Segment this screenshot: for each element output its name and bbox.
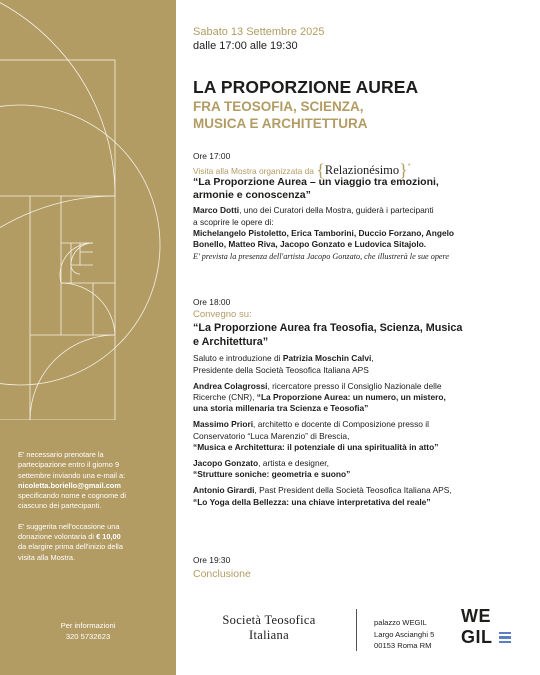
visit-guide: Marco Dotti, uno dei Curatori della Mostra, guiderà i partecipanti a scoprire le opere di: bbox=[193, 205, 434, 227]
logo-asterisk: * bbox=[407, 163, 411, 171]
donation-paragraph: E' suggerita nell'occasione una donazione volontaria di € 10,00 da elargire prima dell'inizio della visita alla Mostra. bbox=[18, 521, 123, 562]
booking-paragraph: E' necessario prenotare la partecipazione entro il giorno 9 settembre inviando una e-mail a: nicoletta.boriello@gmail.com specificando nome e cognome di ciascuno dei partecipanti. bbox=[18, 450, 127, 511]
wegil-bars-icon bbox=[499, 632, 511, 645]
conclusion-time: Ore 19:30 bbox=[193, 555, 231, 565]
speaker-girardi: Antonio Girardi, Past President della Società Teosofica Italiana APS, “Lo Yoga della Bellezza: una chiave interpretativa del reale” bbox=[193, 485, 452, 507]
booking-info bbox=[18, 450, 166, 573]
section-conference bbox=[193, 297, 515, 508]
conclusion-label: Conclusione bbox=[193, 568, 251, 581]
golden-spiral-graphic bbox=[0, 0, 176, 420]
speaker-priori: Massimo Priori, architetto e docente di Composizione presso il Conservatorio “Luca Marenzio” di Brescia, “Musica e Architettura: il potenziale di una spiritualità in atto” bbox=[193, 419, 439, 452]
societa-teosofica-logo: Società Teosofica Italiana bbox=[222, 613, 316, 642]
info-label: Per informazioni bbox=[60, 621, 116, 630]
relazionesimo-logo: Relazionésimo bbox=[324, 163, 400, 178]
visit-line: Visita alla Mostra organizzata da {Relazionésimo}* bbox=[193, 160, 411, 181]
left-panel bbox=[0, 0, 176, 675]
artists-list: Michelangelo Pistoletto, Erica Tamborini, Duccio Forzano, Angelo Bonello, Matteo Riva, Jacopo Gonzato e Ludovica Sitajolo. bbox=[193, 227, 455, 250]
visit-time: Ore 17:00 bbox=[193, 151, 231, 161]
visit-quote: “La Proporzione Aurea – un viaggio tra emozioni, armonie e conoscenza” bbox=[193, 176, 439, 201]
donation-amount: € 10,00 bbox=[96, 532, 121, 542]
logo-brace-left: { bbox=[316, 160, 325, 181]
speaker-colagrossi: Andrea Colagrossi, ricercatore presso il Consiglio Nazionale delle Ricerche (CNR), “La Proporzione Aurea: un numero, un mistero, una storia millenaria tra Scienza e Teosofia” bbox=[193, 380, 446, 414]
info-phone[interactable]: 320 5732623 bbox=[65, 632, 111, 641]
wegil-logo: WE GIL bbox=[461, 606, 517, 652]
venue-address: palazzo WEGIL Largo Ascianghi 5 00153 Roma RM bbox=[374, 618, 435, 650]
conference-label: Convegno su: bbox=[193, 309, 252, 321]
artist-note: E' prevista la presenza dell'artista Jacopo Gonzato, che illustrerà le sue opere bbox=[193, 252, 450, 262]
booking-email-link[interactable]: nicoletta.boriello@gmail.com bbox=[18, 480, 121, 490]
page-title: LA PROPORZIONE AUREA bbox=[193, 77, 419, 97]
event-date: Sabato 13 Settembre 2025 bbox=[193, 26, 325, 38]
speaker-gonzato: Jacopo Gonzato, artista e designer, “Strutture soniche: geometria e suono” bbox=[193, 458, 351, 480]
section-conclusion bbox=[193, 555, 515, 580]
logo-brace-right: } bbox=[399, 160, 408, 181]
footer-divider bbox=[356, 609, 357, 651]
section-visit bbox=[193, 151, 515, 262]
page-subtitle: FRA TEOSOFIA, SCIENZA, MUSICA E ARCHITETTURA bbox=[193, 99, 368, 131]
speaker-moschin: Saluto e introduzione di Patrizia Moschin Calvi, Presidente della Società Teosofica Italiana APS bbox=[193, 353, 374, 375]
conference-quote: “La Proporzione Aurea fra Teosofia, Scienza, Musica e Architettura” bbox=[193, 322, 463, 348]
event-hours: dalle 17:00 alle 19:30 bbox=[193, 40, 298, 52]
conference-time: Ore 18:00 bbox=[193, 297, 231, 307]
